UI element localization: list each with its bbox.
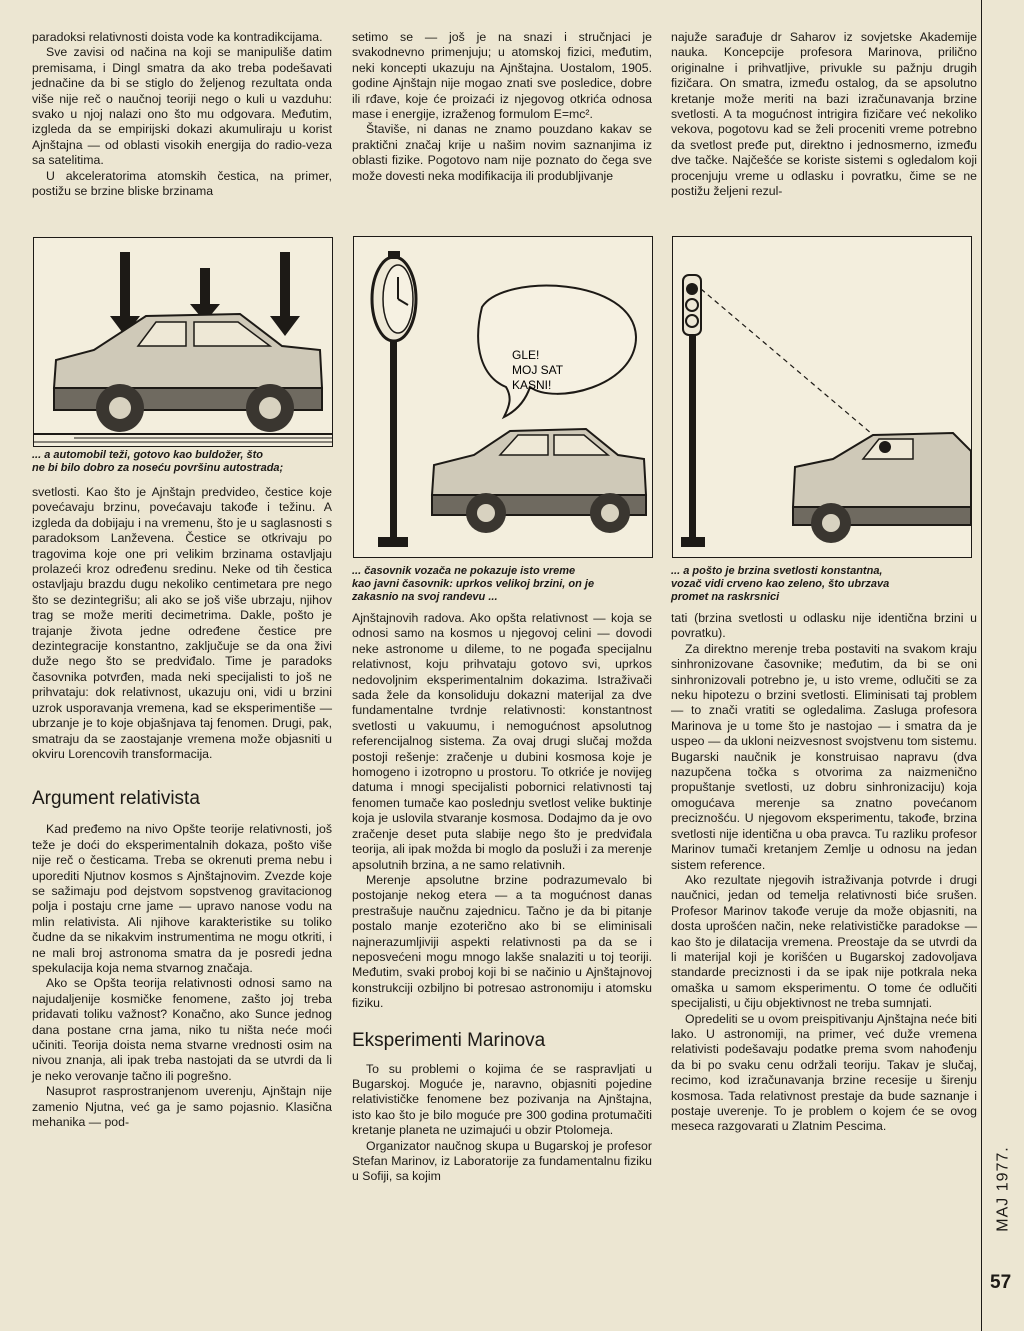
- paragraph: Za direktno merenje treba postaviti na svakom kraju sinhronizovane časovnike; međutim, da bi se oni sinhronizovali potrebno je, u isto vreme, odlučiti se za neku hipotezu o brzini svetlosti. Eliminisati taj problem — to znači vratiti se ogledalima. Zasluga profesora Marinova je u tome što je nastojao — i smatra da je uspeo — da ukloni neizvesnost svojstvenu tom sistemu. Bugarski naučnik je konstruisao napravu (dva nazupčena točka s otvorima za naizmenično propuštanje svetlosti, uz dobru sinhronizaciju) koja omogućava merenje sa znatno povećanom preciznošću. U njegovom eksperimentu, takođe, brzina svetlosti nije identična u oba pravca. Tu razliku profesor Marinov tumači kretanjem Zemlje u odnosu na jedan sistem reference.: [671, 641, 977, 872]
- caption-line: vozač vidi crveno kao zeleno, što ubrzava: [671, 578, 890, 590]
- paragraph: U akceleratorima atomskih čestica, na primer, postižu se brzine bliske brzinama: [32, 168, 332, 199]
- caption-line: kao javni časovnik: uprkos velikoj brzini, on je: [352, 578, 595, 590]
- paragraph: setimo se — još je na snazi i stručnjaci je svakodnevno primenjuju; u atomskoj fizici, međutim, neki koncepti ukazuju na Ajnštajna. Uostalom, 1905. godine Ajnštajn nije mogao znati sve posledice, dobre ili rđave, koje će proizaći iz njegovog otkrića odnosa mase i energije, izraženog formulom E=mc².: [352, 30, 652, 122]
- column-3-bottom: [671, 611, 977, 1135]
- paragraph: svetlosti. Kao što je Ajnštajn predvideo, čestice koje povećavaju brzinu, povećavaju takođe i težinu. A izgleda da dobijaju i na vremenu, što je u saglasnosti s paradoksom Lanževena. Čestice se otkrivaju po tragovima koje one pri velikim brzinama ostavljaju prolazeći kroz određenu sredinu. Neke od tih čestica ostavljaju brazdu dugu nekoliko centimetara pre nego što se dezintegrišu; ali ako se još više ubrzaju, njihov trag se može meriti decimetrima. Dakle, pošto je trajanje života jedne određene čestice pre dezintegracije konstantno, zaključuje se da ona živi duže nego što se predviđalo. Time je paradoks časovnika potvrđen, mada neki specijalisti to još ne prihvataju: dok relativnost, ukazuju oni, vidi u brzini uzrok usporavanja vremena, kad se eksperimentiše — ubrzanje je to koje objašnjava taj fenomen. Drugi, pak, smatraju da se zaostajanje vremena može objasniti u okviru Lorencovih transformacija.: [32, 485, 332, 761]
- column-1-top: [32, 30, 332, 199]
- speech-bubble-line: MOJ SAT: [512, 363, 564, 377]
- paragraph: Opredeliti se u ovom preispitivanju Ajnštajna neće biti lako. U astronomiji, na primer, već duže vremena relativisti podešavaju podatke prema svom nahođenju da bi po svaku cenu održali teoriju. Takav je slučaj, recimo, kod izračunavanja brzine recesije u širenju kosmosa. Tada relativnost prestaje da bude saznanje i postaje uverenje. To je problem o kojem će se ovog meseca razgovarati u Zlatnim Pescima.: [671, 1011, 977, 1134]
- issue-date: [975, 1146, 1015, 1232]
- heavy-car-drawing: [34, 238, 332, 446]
- paragraph: tati (brzina svetlosti u odlasku nije identična brzini u povratku).: [671, 611, 977, 641]
- paragraph: najuže sarađuje dr Saharov iz sovjetske Akademije nauka. Koncepcije profesora Marinova, prilično originalne i prihvatljive, privukle su pažnju drugih fizičara. On smatra, između ostalog, da se apsolutno kretanje može meriti na bazi izračunavanja brzine svetlosti. A ta mogućnost intrigira fizičare već nekoliko vekova, pogotovu kad se želi proceniti vreme potrebno da svetlost pređe put, direktno i jednosmerno, između dve tačke. Najčešće se koriste sistemi s ogledalom koji procenjuju vreme u odlasku i povratku, čime se ne postižu željeni rezul-: [671, 30, 977, 199]
- caption-line: ... časovnik vozača ne pokazuje isto vreme: [352, 565, 576, 577]
- column-2-bottom: [352, 611, 652, 1185]
- paragraph: Ako rezultate njegovih istraživanja potvrde i drugi naučnici, jedan od temelja relativnosti biće srušen. Profesor Marinov takođe veruje da može objasniti, na dosta uprošćen način, neke relativističke paradokse — kao što je dilatacija vremena. Preostaje da se utvrdi da li materijal koji je korišćen u Bugarskoj zadovoljava standarde preciznosti i da se ipak nije potkrala neka omaška u samom eksperimentu. O tome će odlučiti specijalisti, u čiju objektivnost ne treba sumnjati.: [671, 872, 977, 1011]
- paragraph: Nasuprot rasprostranjenom uverenju, Ajnštajn nije zamenio Njutna, već ga je samo pojasnio. Klasična mehanika — pod-: [32, 1084, 332, 1130]
- paragraph: Kad pređemo na nivo Opšte teorije relativnosti, još teže je doći do eksperimentalnih dokaza, pošto više nije reč o česticama. Treba se okrenuti prema nebu i uporediti Njutnov kosmos s Ajnštajnovim. Zvezde koje se sažimaju pod dejstvom sopstvenog gravitacionog polja i postaju crne jame — upravo nanose vodu na mlin relativista. Ali njihove karakteristike su toliko čudne da se nikakvim instrumentima ne mogu otkriti, i ne mali broj astronoma smatra da je posredi jedna spekulacija koja nema stvarnog značaja.: [32, 822, 332, 975]
- paragraph: To su problemi o kojima će se raspravljati u Bugarskoj. Moguće je, naravno, objasniti pojedine relativističke fenomene bez pozivanja na Ajnštajna, isto kao što je bilo moguće pre 300 godina protumačiti kretanje planeta ne uzimajući u obzir Ptolomeja.: [352, 1061, 652, 1138]
- column-1-bottom: [32, 485, 332, 1130]
- page-number: 57: [990, 1272, 1012, 1293]
- illustration-traffic-light: [672, 236, 972, 558]
- margin-rule: [981, 0, 982, 1331]
- caption-line: ... a pošto je brzina svetlosti konstantna,: [671, 565, 883, 577]
- late-clock-drawing: [354, 237, 652, 557]
- caption-line: zakasnio na svoj randevu ...: [352, 591, 498, 603]
- caption-line: ne bi bilo dobro za noseću površinu autostrada;: [32, 462, 284, 474]
- column-2-top: [352, 30, 652, 184]
- paragraph: Sve zavisi od načina na koji se manipuliše datim premisama, i Dingl smatra da ako treba podešavati jednačine da bi se stiglo do željenog rezultata onda više nije reč o naučnoj teoriji nego o kuli u vazduhu: svako u njoj nalazi ono što mu odgovara. Međutim, izgleda da se empirijski dokazi akumuliraju u korist Ajnštajna — od oblasti visokih energija do radio-veza sa satelitima.: [32, 45, 332, 168]
- speech-bubble-line: GLE!: [512, 348, 540, 362]
- paragraph: Štaviše, ni danas ne znamo pouzdano kakav se praktični značaj krije u našim novim saznanjima iz oblasti fizike. Pogotovo nam nije poznato do čega sve može dovesti neka modifikacija ili produbljivanje: [352, 122, 652, 183]
- illustration-late-clock: [353, 236, 653, 558]
- section-heading: Eksperimenti Marinova: [352, 1029, 546, 1051]
- paragraph: Ajnštajnovih radova. Ako opšta relativnost — koja se odnosi samo na kosmos u njegovoj celini — dovodi neke astronome u dileme, to ne pogađa specijalnu relativnost, koju prihvataju gotovo svi, uprkos nedovoljnim eksperimentalnim dokazima. Istraživači sada žele da konsoliduju dokazni materijal za dve fundamentalne tvrdnje relativnosti: konstantnost svetlosti u vakuumu, i nemogućnost apsolutnog referencijalnog sistema. Za ovaj drugi slučaj možda postoji rešenje: zračenje u dubini kosmosa koje je homogeno i izotropno u prostoru. To otkriće je novijeg datuma i mnogi specijalisti pobornici relativnosti taj fenomen tumače kao poslednju svetlost velike buktinje koja je uslovila stvaranje kosmosa. Dodajmo da je ovo zračenje deset puta slabije nego što je predviđala teorija, ali ipak možda bi moglo da posluži i za merenje apsolutnih brzina, a ne samo relativnih.: [352, 611, 652, 872]
- paragraph: Merenje apsolutne brzine podrazumevalo bi postojanje nekog etera — a ta mogućnost danas prestrašuje naučnu zajednicu. Tačno je da bi pitanje postalo manje ezoterično ako bi se eliminisali najnerazumljiviji aspekti relativnosti pa da se i neposvećeni mogu mnogo lakše snalaziti u toj teoriji. Međutim, svaki proboj koji bi se načinio u Ajnštajnovoj konstrukciji ozbiljno bi potresao astronomiju i atomsku fiziku.: [352, 872, 652, 1011]
- illustration-heavy-car: [33, 237, 333, 447]
- caption-line: promet na raskrsnici: [671, 591, 780, 603]
- paragraph: paradoksi relativnosti doista vode ka kontradikcijama.: [32, 30, 323, 44]
- issue-date-text: MAJ 1977.: [994, 1146, 1012, 1232]
- paragraph: Organizator naučnog skupa u Bugarskoj je profesor Stefan Marinov, iz Laboratorije za fundamentalnu fiziku u Sofiji, sa kojim: [352, 1138, 652, 1184]
- column-3-top: [671, 30, 977, 199]
- traffic-light-drawing: [673, 237, 971, 557]
- caption-late-clock: [352, 565, 652, 604]
- caption-line: ... a automobil teži, gotovo kao buldožer, što: [32, 449, 264, 461]
- paragraph: Ako se Opšta teorija relativnosti odnosi samo na najudaljenije kosmičke fenomene, zašto joj treba pridavati toliku važnost? Konačno, ako Sunce jednog dana postane crna jama, niko tu ništa neće moći učiniti. Teorija doista nema stvarne vrednosti osim na nivou znanja, ali ipak treba nastojati da se utvrdi da li je neko verovanje tačno ili pogrešno.: [32, 976, 332, 1083]
- caption-traffic-light: [671, 565, 977, 604]
- section-heading: Argument relativista: [32, 788, 200, 810]
- speech-bubble-line: KASNI!: [512, 378, 552, 392]
- caption-heavy-car: [32, 449, 332, 475]
